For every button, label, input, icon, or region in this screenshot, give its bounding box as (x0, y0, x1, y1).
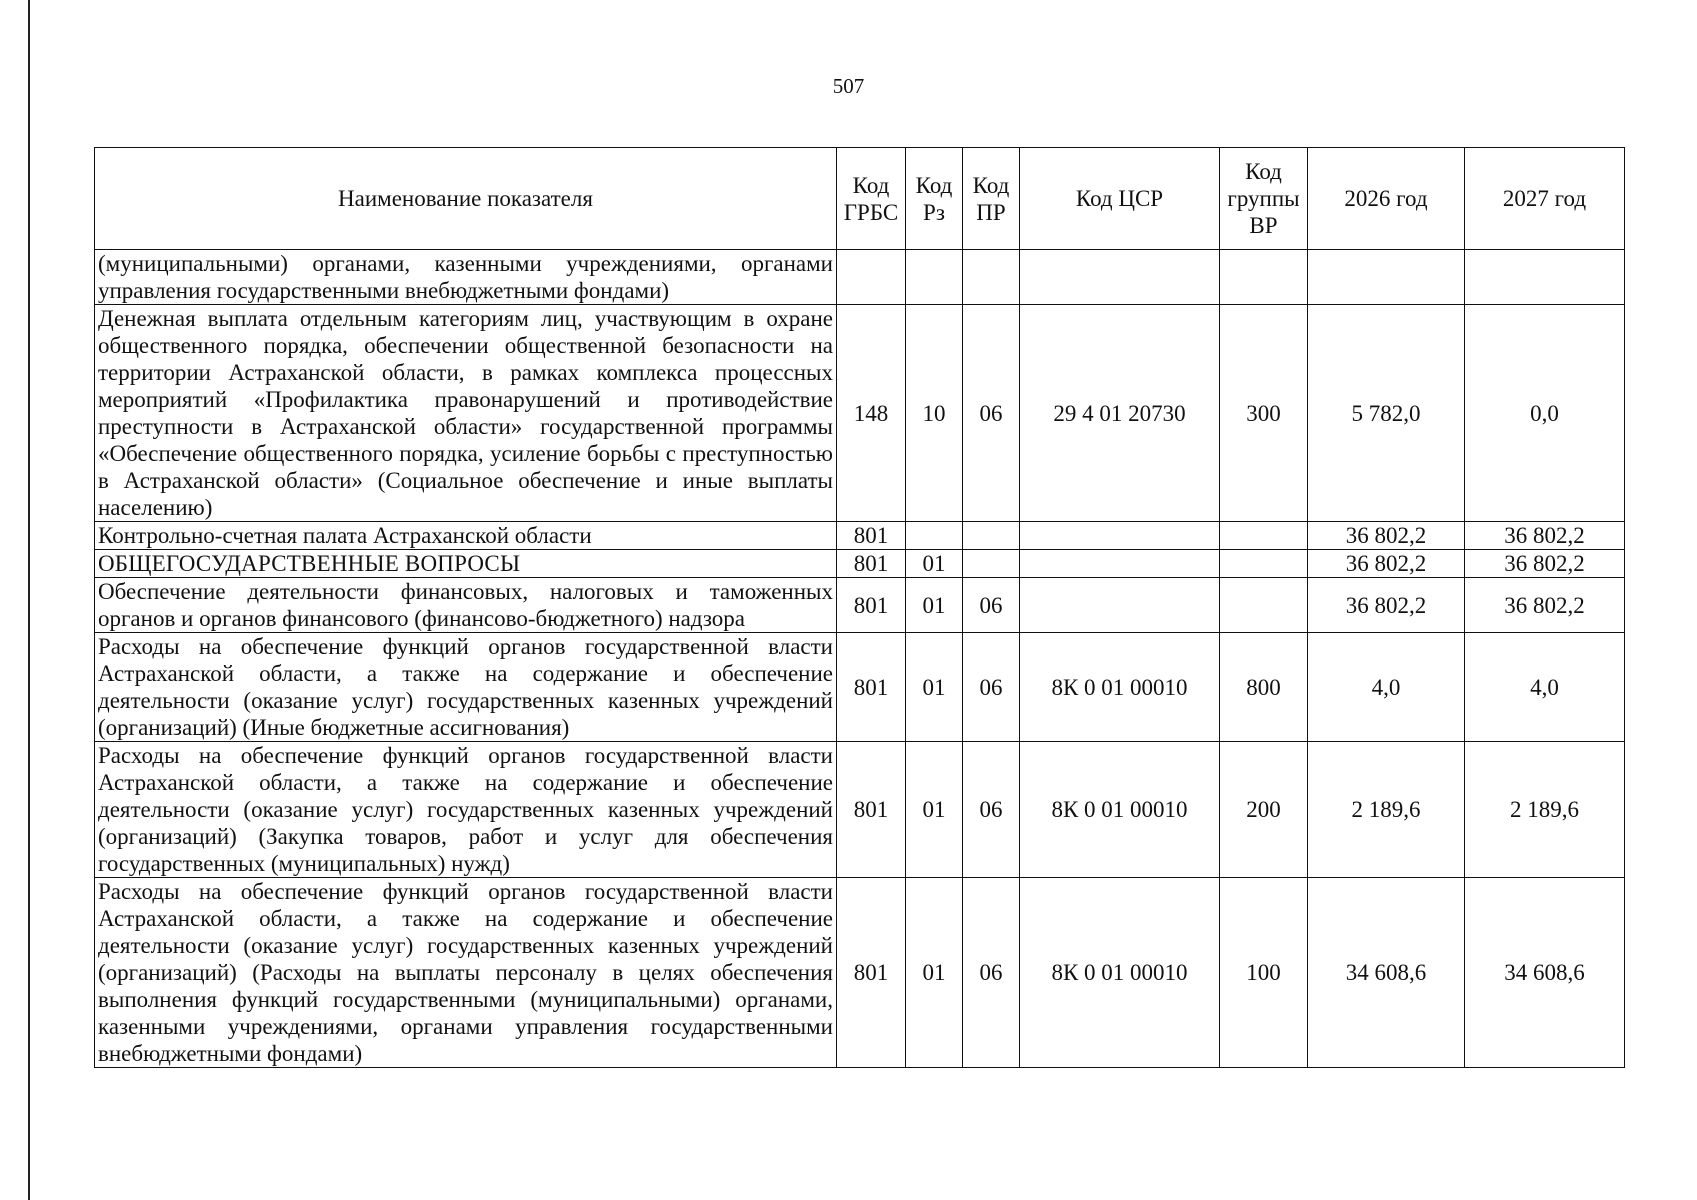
row-pr: 06 (963, 633, 1020, 742)
row-csr: 8К 0 01 00010 (1020, 878, 1220, 1068)
header-pr: Код ПР (963, 148, 1020, 250)
row-grbs: 801 (837, 633, 906, 742)
row-vr: 100 (1220, 878, 1308, 1068)
table-row (95, 305, 1625, 522)
row-csr (1020, 550, 1220, 578)
row-pr: 06 (963, 305, 1020, 522)
header-csr: Код ЦСР (1020, 148, 1220, 250)
row-2027: 0,0 (1465, 305, 1625, 522)
row-grbs: 801 (837, 742, 906, 878)
row-pr: 06 (963, 742, 1020, 878)
row-grbs: 801 (837, 522, 906, 550)
row-name: Расходы на обеспечение функций органов государственной власти Астраханской области, а также на содержание и обеспечение деятельности (оказание услуг) государственных казенных учреждений (организаций) (Закупка товаров, работ и услуг для обеспечения государственных (муниципальных) нужд) (95, 742, 837, 878)
table-row (95, 578, 1625, 633)
row-grbs (837, 250, 906, 305)
header-name: Наименование показателя (95, 148, 837, 250)
page-number: 507 (832, 74, 865, 98)
row-2026: 34 608,6 (1308, 878, 1465, 1068)
row-csr: 8К 0 01 00010 (1020, 742, 1220, 878)
row-2027: 2 189,6 (1465, 742, 1625, 878)
row-2026: 36 802,2 (1308, 578, 1465, 633)
row-rz (906, 522, 963, 550)
row-2026: 4,0 (1308, 633, 1465, 742)
row-2026: 5 782,0 (1308, 305, 1465, 522)
row-name: ОБЩЕГОСУДАРСТВЕННЫЕ ВОПРОСЫ (95, 550, 837, 578)
row-2027: 34 608,6 (1465, 878, 1625, 1068)
row-name: Расходы на обеспечение функций органов государственной власти Астраханской области, а также на содержание и обеспечение деятельности (оказание услуг) государственных казенных учреждений (организаций) (Иные бюджетные ассигнования) (95, 633, 837, 742)
table-row (95, 550, 1625, 578)
budget-table (94, 147, 1625, 1068)
row-rz: 01 (906, 550, 963, 578)
row-csr: 8К 0 01 00010 (1020, 633, 1220, 742)
row-rz: 10 (906, 305, 963, 522)
row-pr (963, 550, 1020, 578)
row-pr: 06 (963, 578, 1020, 633)
row-vr: 800 (1220, 633, 1308, 742)
row-grbs: 801 (837, 578, 906, 633)
row-csr (1020, 578, 1220, 633)
table-row (95, 878, 1625, 1068)
row-2027: 36 802,2 (1465, 522, 1625, 550)
row-grbs: 801 (837, 878, 906, 1068)
row-2026: 36 802,2 (1308, 550, 1465, 578)
row-name: Обеспечение деятельности финансовых, налоговых и таможенных органов и органов финансового (финансово-бюджетного) надзора (95, 578, 837, 633)
row-vr (1220, 550, 1308, 578)
table-row (95, 633, 1625, 742)
header-2027: 2027 год (1465, 148, 1625, 250)
row-csr: 29 4 01 20730 (1020, 305, 1220, 522)
row-vr: 200 (1220, 742, 1308, 878)
row-csr (1020, 522, 1220, 550)
row-grbs: 801 (837, 550, 906, 578)
row-pr (963, 522, 1020, 550)
row-name: Расходы на обеспечение функций органов государственной власти Астраханской области, а также на содержание и обеспечение деятельности (оказание услуг) государственных казенных учреждений (организаций) (Расходы на выплаты персоналу в целях обеспечения выполнения функций государственными (муниципальными) органами, казенными учреждениями, органами управления государственными внебюджетными фондами) (95, 878, 837, 1068)
table-header-row (95, 148, 1625, 250)
row-2027: 4,0 (1465, 633, 1625, 742)
header-rz: Код Рз (906, 148, 963, 250)
table-row (95, 742, 1625, 878)
row-rz: 01 (906, 578, 963, 633)
header-2026: 2026 год (1308, 148, 1465, 250)
binding-margin-line (28, 0, 30, 1200)
row-pr (963, 250, 1020, 305)
row-2026 (1308, 250, 1465, 305)
header-grbs: Код ГРБС (837, 148, 906, 250)
row-csr (1020, 250, 1220, 305)
row-2027 (1465, 250, 1625, 305)
row-vr: 300 (1220, 305, 1308, 522)
row-rz: 01 (906, 633, 963, 742)
row-pr: 06 (963, 878, 1020, 1068)
row-name: (муниципальными) органами, казенными учреждениями, органами управления государственными внебюджетными фондами) (95, 250, 837, 305)
table-row (95, 522, 1625, 550)
row-2026: 2 189,6 (1308, 742, 1465, 878)
row-2027: 36 802,2 (1465, 578, 1625, 633)
row-name: Денежная выплата отдельным категориям лиц, участвующим в охране общественного порядка, обеспечении общественной безопасности на территории Астраханской области, в рамках комплекса процессных мероприятий «Профилактика правонарушений и противодействие преступности в Астраханской области» государственной программы «Обеспечение общественного порядка, усиление борьбы с преступностью в Астраханской области» (Социальное обеспечение и иные выплаты населению) (95, 305, 837, 522)
row-rz: 01 (906, 878, 963, 1068)
row-grbs: 148 (837, 305, 906, 522)
row-vr (1220, 250, 1308, 305)
row-vr (1220, 522, 1308, 550)
row-2027: 36 802,2 (1465, 550, 1625, 578)
row-name: Контрольно-счетная палата Астраханской области (95, 522, 837, 550)
row-2026: 36 802,2 (1308, 522, 1465, 550)
row-rz (906, 250, 963, 305)
row-vr (1220, 578, 1308, 633)
table-row (95, 250, 1625, 305)
header-vr: Код группы ВР (1220, 148, 1308, 250)
row-rz: 01 (906, 742, 963, 878)
